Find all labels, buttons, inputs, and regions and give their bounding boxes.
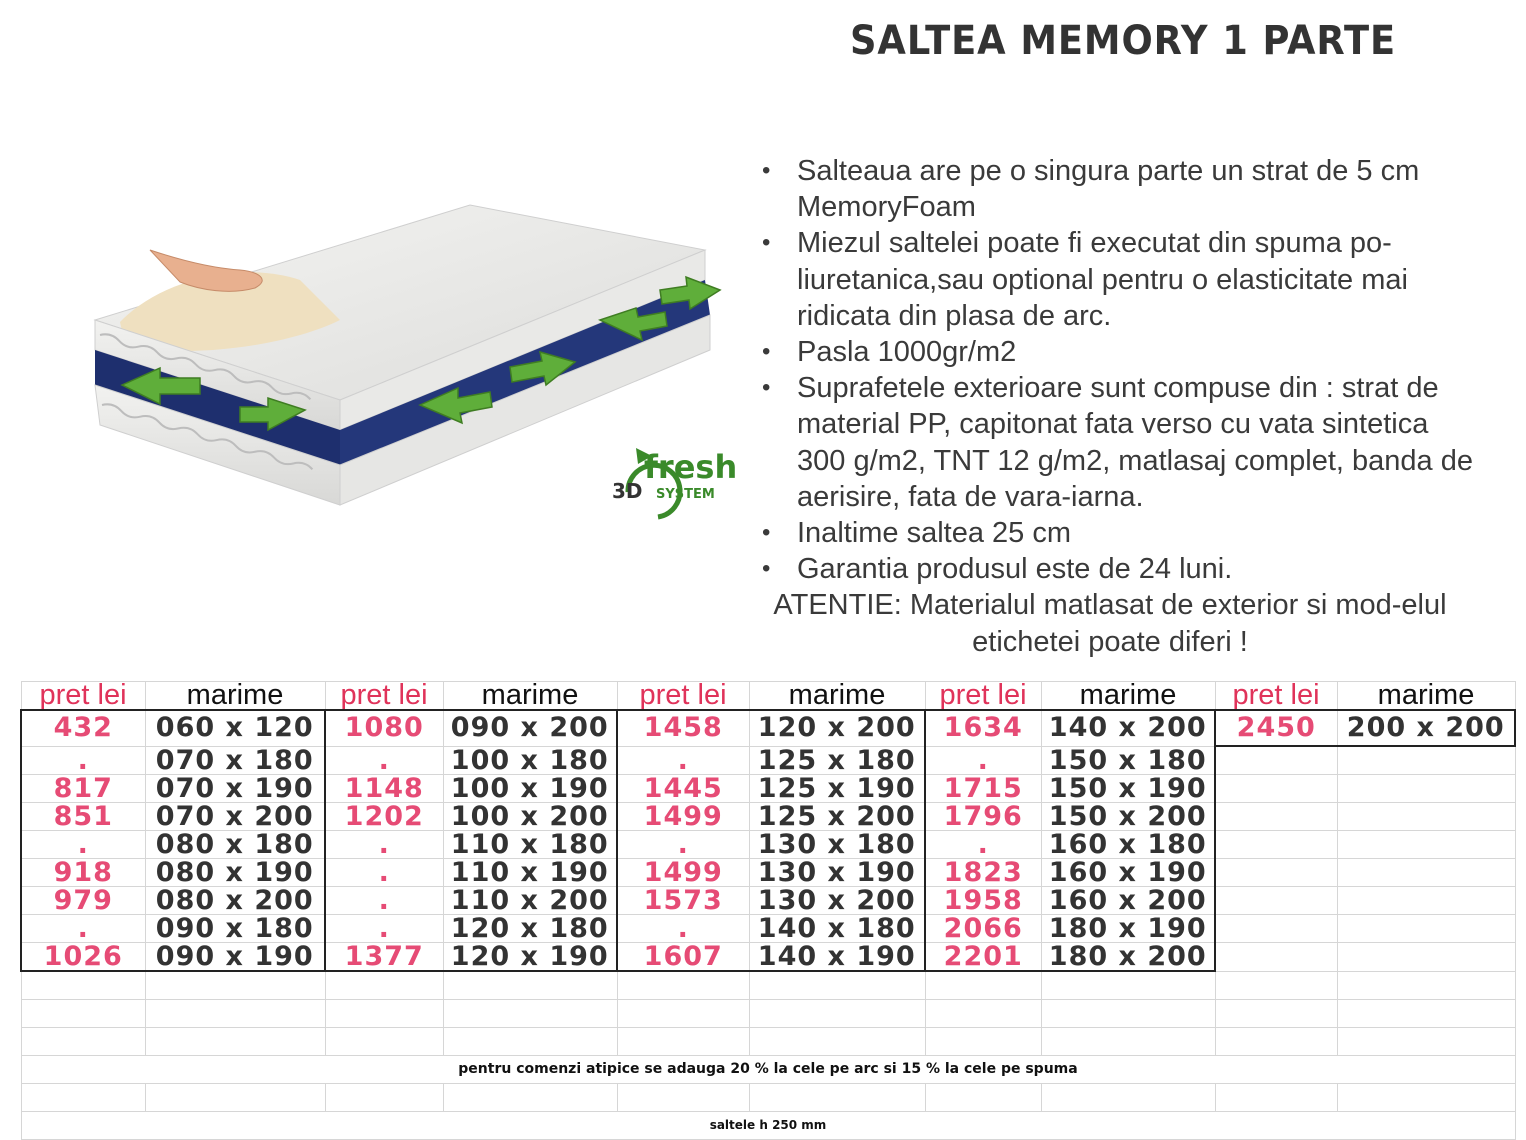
feature-item: • Suprafetele exterioare sunt compuse din : strat de material PP, capitonat fata verso cu vata sintetica 300 g/m2, TNT 12 g/m2, matlasaj complet, banda de aerisire, fata de vara-iarna. <box>760 370 1480 515</box>
size-cell <box>1337 859 1515 887</box>
empty-cell <box>325 1000 443 1028</box>
size-cell: 120 x 190 <box>443 943 617 972</box>
price-cell: . <box>925 831 1041 859</box>
empty-cell <box>1215 1028 1337 1056</box>
price-cell: . <box>617 915 749 943</box>
price-cell: 1499 <box>617 859 749 887</box>
size-cell: 140 x 190 <box>749 943 925 972</box>
price-cell: . <box>617 831 749 859</box>
table-row <box>21 831 1515 859</box>
price-cell: . <box>325 859 443 887</box>
price-cell <box>1215 887 1337 915</box>
empty-cell <box>325 971 443 1000</box>
price-cell: 817 <box>21 775 145 803</box>
price-cell <box>1215 746 1337 775</box>
price-cell: 1958 <box>925 887 1041 915</box>
empty-cell <box>145 1028 325 1056</box>
mattress-image <box>40 130 740 550</box>
feature-item: • Miezul saltelei poate fi executat din spuma po-liuretanica,sau optional pentru o elasticitate mai ridicata din plasa de arc. <box>760 225 1480 334</box>
empty-cell <box>145 971 325 1000</box>
size-cell: 125 x 190 <box>749 775 925 803</box>
size-cell: 070 x 200 <box>145 803 325 831</box>
price-cell: 851 <box>21 803 145 831</box>
empty-cell <box>21 1084 145 1112</box>
size-cell: 100 x 180 <box>443 746 617 775</box>
price-column-header: pret lei <box>617 682 749 711</box>
size-cell: 160 x 180 <box>1041 831 1215 859</box>
feature-item: • Salteaua are pe o singura parte un strat de 5 cm MemoryFoam <box>760 153 1480 225</box>
note-text: pentru comenzi atipice se adauga 20 % la cele pe arc si 15 % la cele pe spuma <box>21 1056 1515 1084</box>
price-cell <box>1215 915 1337 943</box>
empty-cell <box>145 1084 325 1112</box>
empty-cell <box>1337 1028 1515 1056</box>
empty-cell <box>749 1000 925 1028</box>
price-cell: 1823 <box>925 859 1041 887</box>
price-cell: . <box>925 746 1041 775</box>
size-cell: 180 x 190 <box>1041 915 1215 943</box>
size-column-header: marime <box>1337 682 1515 711</box>
price-cell: 918 <box>21 859 145 887</box>
size-column-header: marime <box>1041 682 1215 711</box>
price-column-header: pret lei <box>925 682 1041 711</box>
price-cell: 1607 <box>617 943 749 972</box>
table-row <box>21 887 1515 915</box>
size-cell: 125 x 200 <box>749 803 925 831</box>
empty-cell <box>443 1028 617 1056</box>
size-cell: 125 x 180 <box>749 746 925 775</box>
price-cell: 1377 <box>325 943 443 972</box>
price-cell: 2201 <box>925 943 1041 972</box>
empty-cell <box>617 1000 749 1028</box>
empty-cell <box>925 1028 1041 1056</box>
empty-cell <box>1215 1000 1337 1028</box>
logo-brand-text: fresh <box>644 448 738 486</box>
table-row <box>21 915 1515 943</box>
size-cell: 200 x 200 <box>1337 710 1515 746</box>
price-cell: 1573 <box>617 887 749 915</box>
table-row <box>21 710 1515 746</box>
feature-item: • Pasla 1000gr/m2 <box>760 334 1480 370</box>
empty-cell <box>145 1000 325 1028</box>
size-cell <box>1337 887 1515 915</box>
empty-row <box>21 1028 1515 1056</box>
size-cell: 150 x 200 <box>1041 803 1215 831</box>
empty-cell <box>1041 1084 1215 1112</box>
table-row <box>21 859 1515 887</box>
size-cell: 130 x 200 <box>749 887 925 915</box>
size-cell: 070 x 180 <box>145 746 325 775</box>
price-cell: . <box>617 746 749 775</box>
size-cell: 140 x 200 <box>1041 710 1215 746</box>
price-cell: . <box>21 915 145 943</box>
empty-cell <box>925 971 1041 1000</box>
attention-note: ATENTIE: Materialul matlasat de exterior si mod-elul etichetei poate diferi ! <box>773 589 1447 658</box>
size-cell: 090 x 200 <box>443 710 617 746</box>
price-cell <box>1215 775 1337 803</box>
note-text: saltele h 250 mm <box>21 1112 1515 1140</box>
fresh-system-logo <box>612 448 737 517</box>
table-row <box>21 746 1515 775</box>
table-row <box>21 943 1515 972</box>
empty-cell <box>617 1084 749 1112</box>
size-cell: 150 x 180 <box>1041 746 1215 775</box>
empty-cell <box>21 971 145 1000</box>
size-cell <box>1337 831 1515 859</box>
feature-item: • Inaltime saltea 25 cm <box>760 515 1480 551</box>
table-header-row <box>21 682 1515 711</box>
price-cell <box>1215 831 1337 859</box>
size-cell: 090 x 190 <box>145 943 325 972</box>
price-cell: . <box>21 746 145 775</box>
empty-cell <box>1337 971 1515 1000</box>
empty-cell <box>1041 1000 1215 1028</box>
feature-list <box>760 153 1480 587</box>
price-cell: . <box>325 746 443 775</box>
empty-cell <box>749 1028 925 1056</box>
size-cell: 090 x 180 <box>145 915 325 943</box>
size-cell <box>1337 803 1515 831</box>
price-cell <box>1215 859 1337 887</box>
empty-cell <box>21 1028 145 1056</box>
size-cell: 140 x 180 <box>749 915 925 943</box>
price-column-header: pret lei <box>1215 682 1337 711</box>
empty-cell <box>925 1000 1041 1028</box>
size-cell: 180 x 200 <box>1041 943 1215 972</box>
size-cell: 070 x 190 <box>145 775 325 803</box>
empty-cell <box>749 971 925 1000</box>
empty-row <box>21 1084 1515 1112</box>
empty-cell <box>1215 971 1337 1000</box>
empty-cell <box>749 1084 925 1112</box>
empty-cell <box>617 971 749 1000</box>
price-cell: . <box>325 887 443 915</box>
price-column-header: pret lei <box>325 682 443 711</box>
empty-cell <box>443 1000 617 1028</box>
empty-cell <box>325 1028 443 1056</box>
size-cell: 100 x 200 <box>443 803 617 831</box>
size-cell <box>1337 746 1515 775</box>
size-cell: 060 x 120 <box>145 710 325 746</box>
price-cell: 979 <box>21 887 145 915</box>
size-cell: 120 x 180 <box>443 915 617 943</box>
size-cell: 080 x 180 <box>145 831 325 859</box>
size-cell: 160 x 200 <box>1041 887 1215 915</box>
price-cell: 1202 <box>325 803 443 831</box>
logo-badge-text: 3D <box>612 479 643 503</box>
empty-cell <box>1337 1084 1515 1112</box>
size-cell: 080 x 190 <box>145 859 325 887</box>
price-cell: 1499 <box>617 803 749 831</box>
note-row <box>21 1112 1515 1140</box>
price-cell: . <box>21 831 145 859</box>
size-cell: 130 x 190 <box>749 859 925 887</box>
table-row <box>21 803 1515 831</box>
feature-item: • Garantia produsul este de 24 luni. <box>760 551 1480 587</box>
size-column-header: marime <box>145 682 325 711</box>
empty-cell <box>443 1084 617 1112</box>
size-column-header: marime <box>443 682 617 711</box>
price-table <box>20 681 1516 1140</box>
page-title: SALTEA MEMORY 1 PARTE <box>850 18 1397 64</box>
price-cell: 1445 <box>617 775 749 803</box>
price-cell: 1080 <box>325 710 443 746</box>
size-cell: 130 x 180 <box>749 831 925 859</box>
price-cell: . <box>325 915 443 943</box>
price-cell: 1148 <box>325 775 443 803</box>
empty-cell <box>325 1084 443 1112</box>
empty-row <box>21 1000 1515 1028</box>
price-cell: 1458 <box>617 710 749 746</box>
size-cell <box>1337 775 1515 803</box>
price-cell: 1634 <box>925 710 1041 746</box>
price-cell: 1715 <box>925 775 1041 803</box>
empty-cell <box>1041 1028 1215 1056</box>
table-row <box>21 775 1515 803</box>
size-cell: 160 x 190 <box>1041 859 1215 887</box>
empty-cell <box>1337 1000 1515 1028</box>
note-row <box>21 1056 1515 1084</box>
logo-system-text: SYSTEM <box>656 487 715 502</box>
size-cell: 100 x 190 <box>443 775 617 803</box>
empty-cell <box>21 1000 145 1028</box>
size-cell: 110 x 200 <box>443 887 617 915</box>
size-cell: 120 x 200 <box>749 710 925 746</box>
size-cell <box>1337 915 1515 943</box>
empty-cell <box>1215 1084 1337 1112</box>
size-cell: 080 x 200 <box>145 887 325 915</box>
size-cell: 110 x 190 <box>443 859 617 887</box>
price-cell: . <box>325 831 443 859</box>
empty-row <box>21 971 1515 1000</box>
size-column-header: marime <box>749 682 925 711</box>
empty-cell <box>443 971 617 1000</box>
empty-cell <box>925 1084 1041 1112</box>
empty-cell <box>1041 971 1215 1000</box>
price-cell <box>1215 943 1337 972</box>
size-cell <box>1337 943 1515 972</box>
size-cell: 110 x 180 <box>443 831 617 859</box>
price-column-header: pret lei <box>21 682 145 711</box>
size-cell: 150 x 190 <box>1041 775 1215 803</box>
feature-description <box>760 153 1480 660</box>
price-cell <box>1215 803 1337 831</box>
empty-cell <box>617 1028 749 1056</box>
price-cell: 432 <box>21 710 145 746</box>
price-cell: 1026 <box>21 943 145 972</box>
price-cell: 2450 <box>1215 710 1337 746</box>
price-cell: 1796 <box>925 803 1041 831</box>
price-cell: 2066 <box>925 915 1041 943</box>
